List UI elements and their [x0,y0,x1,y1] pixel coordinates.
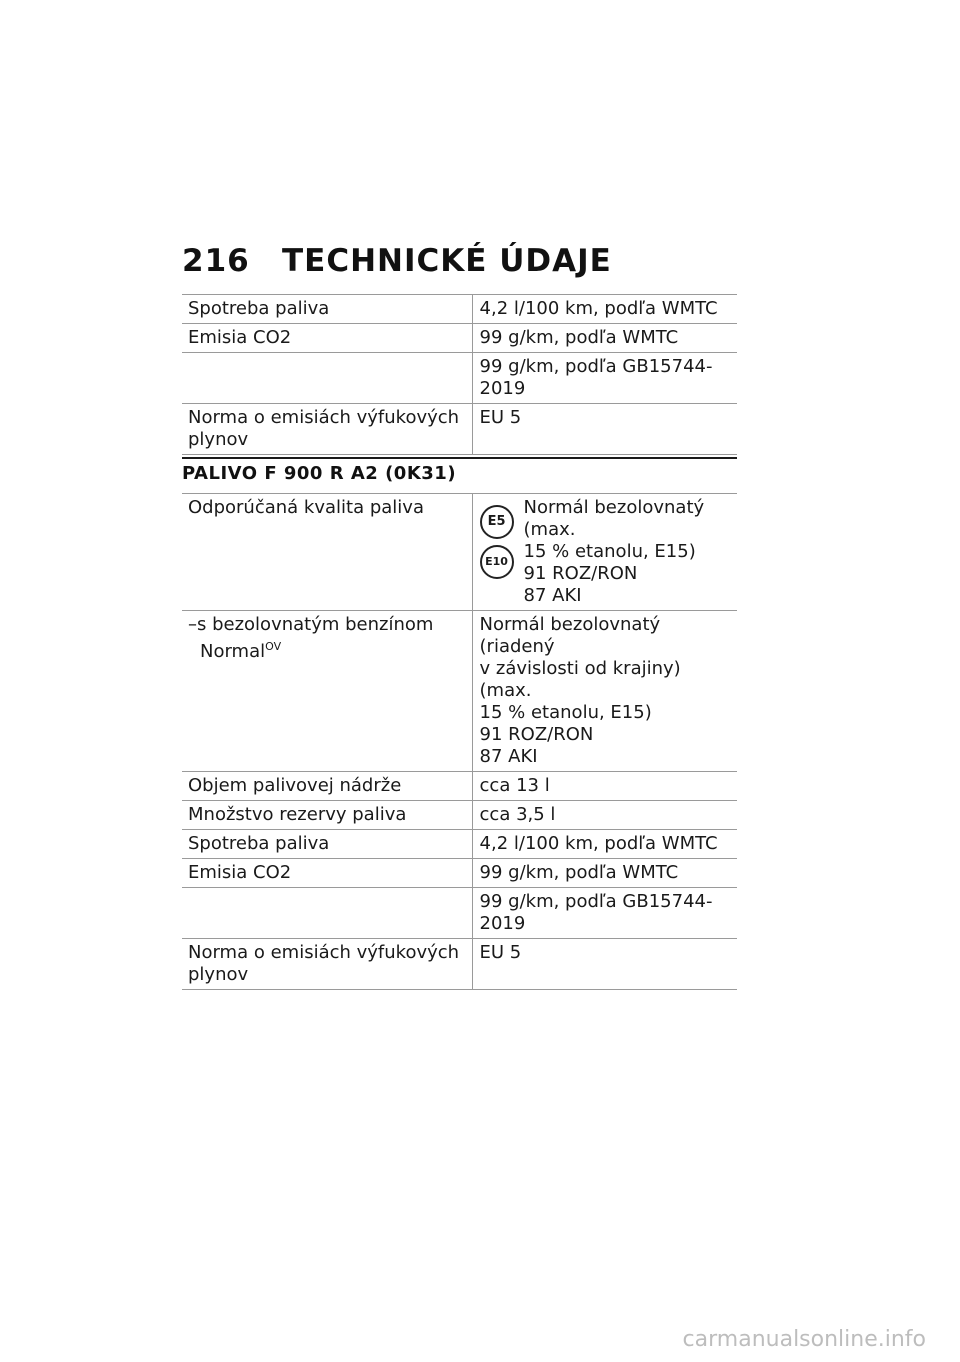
fuel-line: 15 % etanolu, E15) [523,541,696,562]
fuel-quality-label: Odporúčaná kvalita paliva [182,494,472,611]
row-value: 99 g/km, podľa WMTC [479,327,679,348]
unleaded-label-line: –s bezolovnatým benzínom [188,614,434,635]
table-row [182,353,737,404]
table-row [182,801,737,830]
table-row [182,404,737,455]
row-label: Emisia CO2 [182,859,472,888]
fuel-line: Normál bezolovnatý (max. [523,497,705,540]
row-value: EU 5 [479,407,522,428]
table-row [182,611,737,772]
unleaded-line: 15 % etanolu, E15) [479,702,652,723]
table-row [182,324,737,353]
row-label [182,353,472,404]
fuel-quality-value [472,494,737,611]
table-row [182,830,737,859]
e5-fuel-icon: E5 [480,505,514,539]
row-label [182,888,472,939]
row-value: 4,2 l/100 km, podľa WMTC [479,298,718,319]
row-value: EU 5 [479,942,522,963]
fuel-line: 91 ROZ/RON [523,563,638,584]
e10-fuel-icon: E10 [480,545,514,579]
table-row [182,295,737,324]
table-row [182,888,737,939]
table-row [182,939,737,990]
row-label: Spotreba paliva [182,295,472,324]
page-number: 216 [182,243,250,279]
row-label: Množstvo rezervy paliva [182,801,472,830]
unleaded-label [182,611,472,772]
fuel-badges [480,497,524,607]
row-value: 99 g/km, podľa GB15744-2019 [479,356,713,399]
section-title: PALIVO F 900 R A2 (0K31) [182,457,737,484]
page-header [182,243,737,279]
row-label: Emisia CO2 [182,324,472,353]
page-title: TECHNICKÉ ÚDAJE [282,243,612,279]
unleaded-line: v závislosti od krajiny) (max. [479,658,681,701]
spec-table-2 [182,493,737,990]
row-value: 99 g/km, podľa GB15744-2019 [479,891,713,934]
row-value: cca 3,5 l [479,804,556,825]
fuel-line: 87 AKI [523,585,582,606]
unleaded-value [472,611,737,772]
row-value: 99 g/km, podľa WMTC [479,862,679,883]
row-label: Norma o emisiách výfukových plynov [182,404,472,455]
unleaded-label-sup: OV [265,640,282,653]
watermark: carmanualsonline.info [682,1327,926,1352]
row-label: Spotreba paliva [182,830,472,859]
row-label: Norma o emisiách výfukových plynov [182,939,472,990]
unleaded-line: 91 ROZ/RON [479,724,594,745]
unleaded-label-normal: Normal [200,641,266,662]
row-value: cca 13 l [479,775,550,796]
table-row [182,494,737,611]
unleaded-line: Normál bezolovnatý (riadený [479,614,661,657]
table-row [182,772,737,801]
table-row [182,859,737,888]
row-value: 4,2 l/100 km, podľa WMTC [479,833,718,854]
unleaded-line: 87 AKI [479,746,538,767]
row-label: Objem palivovej nádrže [182,772,472,801]
spec-table-1 [182,294,737,455]
